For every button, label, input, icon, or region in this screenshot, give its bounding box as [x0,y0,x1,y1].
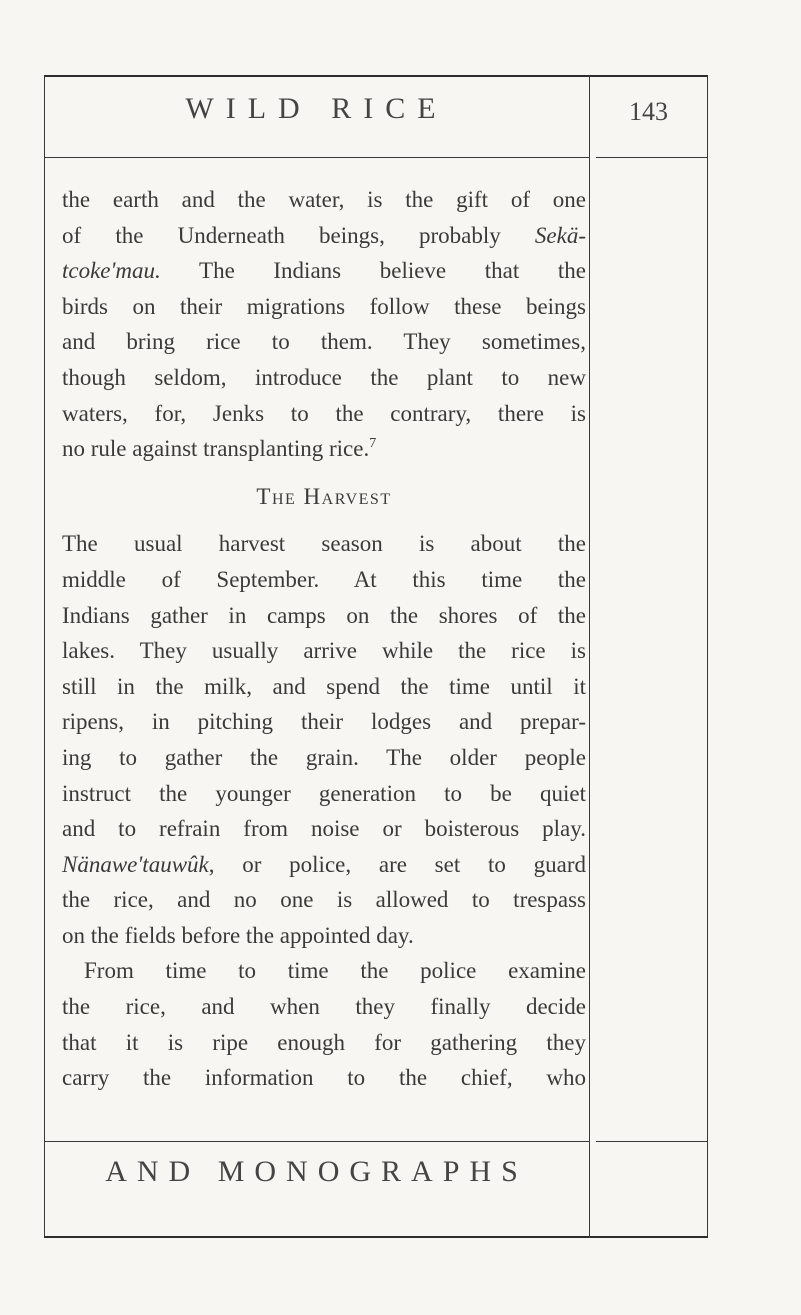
text-line: instruct the younger generation to be quiet [62,780,586,806]
text-line: Indians gather in camps on the shores of the [62,602,586,628]
text-fragment: of the Underneath beings, probably [62,222,501,248]
text-line: The usual harvest season is about the [62,531,586,557]
text-line [62,218,586,254]
footer-rule-right [596,1141,708,1142]
text-fragment: The Indians believe that the [199,258,586,284]
text-line [62,847,586,883]
text-line: waters, for, Jenks to the contrary, there is [62,400,586,426]
text-fragment: no rule against transplanting rice. [62,436,370,462]
text-line: though seldom, introduce the plant to new [62,364,586,390]
series-footer: AND MONOGRAPHS [105,1155,528,1188]
text-line: and to refrain from noise or boisterous play. [62,816,586,842]
text-fragment: , or police, are set to guard [208,851,586,877]
text-line [62,431,586,467]
text-line: the earth and the water, is the gift of one [62,187,586,212]
text-line: still in the milk, and spend the time until it [62,673,586,699]
text-line: From time to time the police examine [84,958,586,984]
italic-term: Nänawe'tauwûk [62,851,209,877]
text-line: ripens, in pitching their lodges and prepar- [62,709,586,735]
column-divider [589,75,590,1238]
text-line: the rice, and when they finally decide [62,994,586,1020]
page-number: 143 [629,97,668,126]
body-text [62,182,586,1096]
text-line: middle of September. At this time the [62,566,586,592]
text-line: on the fields before the appointed day. [62,922,414,948]
section-heading: The Harvest [256,483,392,509]
text-line: ing to gather the grain. The older people [62,744,586,770]
italic-term: Sekä- [534,222,586,248]
text-line [62,253,586,289]
footnote-reference: 7 [369,436,377,452]
text-line: carry the information to the chief, who [62,1065,586,1091]
footer-rule-left [44,1141,589,1142]
header-rule-left [44,157,589,158]
italic-term: tcoke'mau. [62,258,161,284]
text-line: birds on their migrations follow these beings [62,293,586,319]
text-line: that it is ripe enough for gathering they [62,1029,586,1055]
text-line: the rice, and no one is allowed to trespass [62,887,586,913]
text-line: and bring rice to them. They sometimes, [62,329,586,355]
running-title: WILD RICE [185,92,448,125]
text-line: lakes. They usually arrive while the rice is [62,638,586,664]
header-rule-right [596,157,708,158]
